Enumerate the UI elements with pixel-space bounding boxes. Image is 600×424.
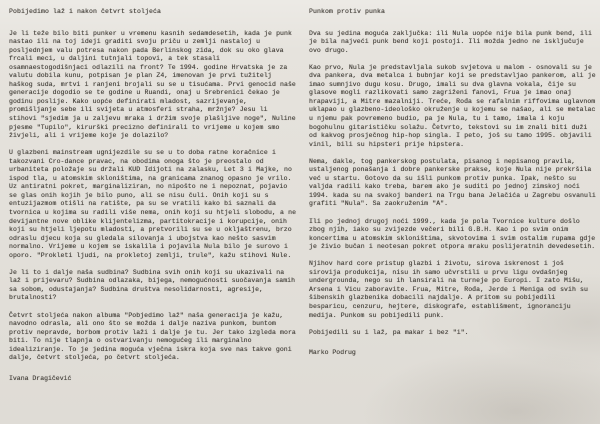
- article-column-right: [309, 8, 598, 358]
- article-title-right: Punkom protiv punka: [309, 8, 386, 15]
- paragraph: Je li to i dalje naša sudbina? Sudbina svih onih koji su ukazivali na laž i prijevaru? Sudbina odlazaka, bijega, nemogućnosti suočavanja samih sa sobom, odustajanja? Sudbina društva nesolidarnosti, agresije, brutalnosti?: [9, 268, 296, 302]
- paragraph: Kao prvo, Nula je predstavljala sukob svjetova u malom - osnovali su je dva pankera, dva metalca i bubnjar koji se predstavljao pankerom, ali je imao sumnjivo dugu kosu. Drugo, imali su dva glavna vokala, čije su glasove mogli razlikovati samo zagriženi fanovi, Frua je imao onaj hrapaviji, a Mitre mazalniji. Treće, Rođa se rafalnim riffovima uglavnom uklapao u glazbeno-ideološko okruženje u kojemu se našao, ali se metalac u njemu pak povremeno budio, pa je Nula, tu i tamo, imala i koju bogohulnu gitarističku solažu. Četvrto, tekstovi su im znali biti duži od kakvog prosječnog hip-hop singla. I peto, još su tamo 1995. objavili vinil, bili su hipsteri prije hipstera.: [309, 63, 596, 148]
- article-column-left: [9, 8, 298, 383]
- paragraph: Četvrt stoljeća nakon albuma "Pobjedimo laž" naša generacija je kažu, navodno odrasla, ali ono što se možda i dalje naziva punkom, buntom protiv nepravde, borbom protiv laži i dalje je tu. Jer tako izgleda mora biti. To nije tlapnja o ostvarivanju nemogućeg ili marginalno idealiziranje. To je jedina moguća vječna iskra koja sve nas takve goni dalje, četvrt stoljeća, po četvrt stoljeća.: [9, 311, 296, 362]
- paragraph: U glazbeni mainstream ugnijezdile su se u to doba ratne koračnice i takozvani Cro-dance pravac, na obodima onoga što je preostalo od urbaniteta položaje su držali KUD Idijoti na zalasku, Let 3 i Majke, no ispod tla, u atomskim skloništima, na granicama znanog opasno je vrilo. Uz antiratni pokret, marginaliziran, no nipošto ne i nepoznat, pojavio se glas onih kojih je bilo puno, ali se nisu čuli. Onih koji su s entuzijazmom otišli na ratište, pa su se vratili kako bi saznali da tvornica u kojima su radili više nema, onih koji su htjeli slobodu, a ne devijantne nove oblike klijentelizma, partitokracije i korupcije, onih koji su htjeli ljepotu mladosti, a pretvorili su se u okljaštrenu, brzo odraslu djecu koja su gledala silovanja i ubojstva kao nešto sasvim normalno. Vrijeme u kojem se iskalila i pojavila Nula bilo je surovo i oporo. "Prokleti ljudi, na prokletoj zemlji, trule", kažu stihovi Nule.: [9, 149, 297, 259]
- article-title-left: Pobijedimo laž i nakon četvrt stoljeća: [9, 8, 162, 15]
- author-signature-right: Marko Podrug: [309, 349, 356, 357]
- paragraph: Ili po jednoj drugoj noći 1999., kada je pola Tvornice kulture došlo zbog njih, iako su zvijezde večeri bili G.B.H. Kao i po svim onim koncertima u atomskim skloništima, skvotovima i svim ostalim rupama gdje je živio bučan i neotesan pokret otpora mraku poslijeratnih devedesetih.: [309, 217, 596, 251]
- paragraph: Pobijedili su i laž, pa makar i bez "i".: [309, 328, 469, 336]
- author-signature-left: Ivana Dragičević: [9, 374, 72, 382]
- article-body-right: [309, 30, 598, 338]
- article-body-left: [9, 30, 298, 363]
- paragraph: Njihov hard core pristup glazbi i životu, sirova iskrenost i još sirovija produkcija, nisu ih samo učvrstili u prvu ligu ovdašnjeg undergrounda, nego su ih lansirali na turneje po Europi. I zato Mišu, Arsena i Vicu zaboravite. Frua, Mitre, Rođa, Jerde i Meniga od svih su šibenskih glazbenika dobacili najdalje. A pritom su pobijedili besparicu, cenzuru, hejtere, diskografe, establišment, ignoranciju medija. Punkom su pobijedili punk.: [309, 260, 588, 319]
- paragraph: Dva su jedina moguća zaključka: ili Nula uopće nije bila punk bend, ili je bila najveći punk bend koji postoji. Ili možda jedno ne isključuje ovo drugo.: [309, 29, 592, 54]
- paragraph: Nema, dakle, tog pankerskog postulata, pisanog i nepisanog pravila, ustaljenog ponašanja i dobre pankerske prakse, koje Nula nije prekršila već u startu. Gotovo da su išli punkom protiv punka. Ipak, nešto su valjda radili kako treba, barem ako je suditi po jednoj zimskoj noći 1994. kada su na svakoj banderi na Trgu bana Jelačića u Zagrebu osvanuli grafiti "Nula". Sa zaokruženim "A".: [309, 157, 596, 208]
- paragraph: Je li teže bilo biti punker u vremenu kasnih sedamdesetih, kada je punk nastao ili na toj ideji graditi svoju priču u zemlji nastaloj u posljednjem valu potresa nakon pada Berlinskog zida, dok su oko glava frcali meci, u daljini tutnjali topovi, a tek stasali osamnaestogodišnjaci odlazili na front? Te 1994. godine Hrvatska je za valutu dobila kunu, potpisan je plan Z4, imenovan je prvi tužitelj haškog suda, mrtvi i ranjeni brojali su se u tisućama. Prvi genocid naše generacije dogodio se te godine u Ruandi, onaj u Srebrenici čekao je godinu poslije. Kako uopće definirati mladost, sazrijevanje, promišljanje sebe ili svijeta u atmosferi straha, mržnje? Jesu li stihovi "sjedim ja u zaljevu mraka i držim svoje plašljive noge", Nuline pjesme "Tupilo", kirurški precizno definirali to vrijeme u kojem smo živjeli, ali i vrijeme koje je dolazilo?: [9, 29, 296, 140]
